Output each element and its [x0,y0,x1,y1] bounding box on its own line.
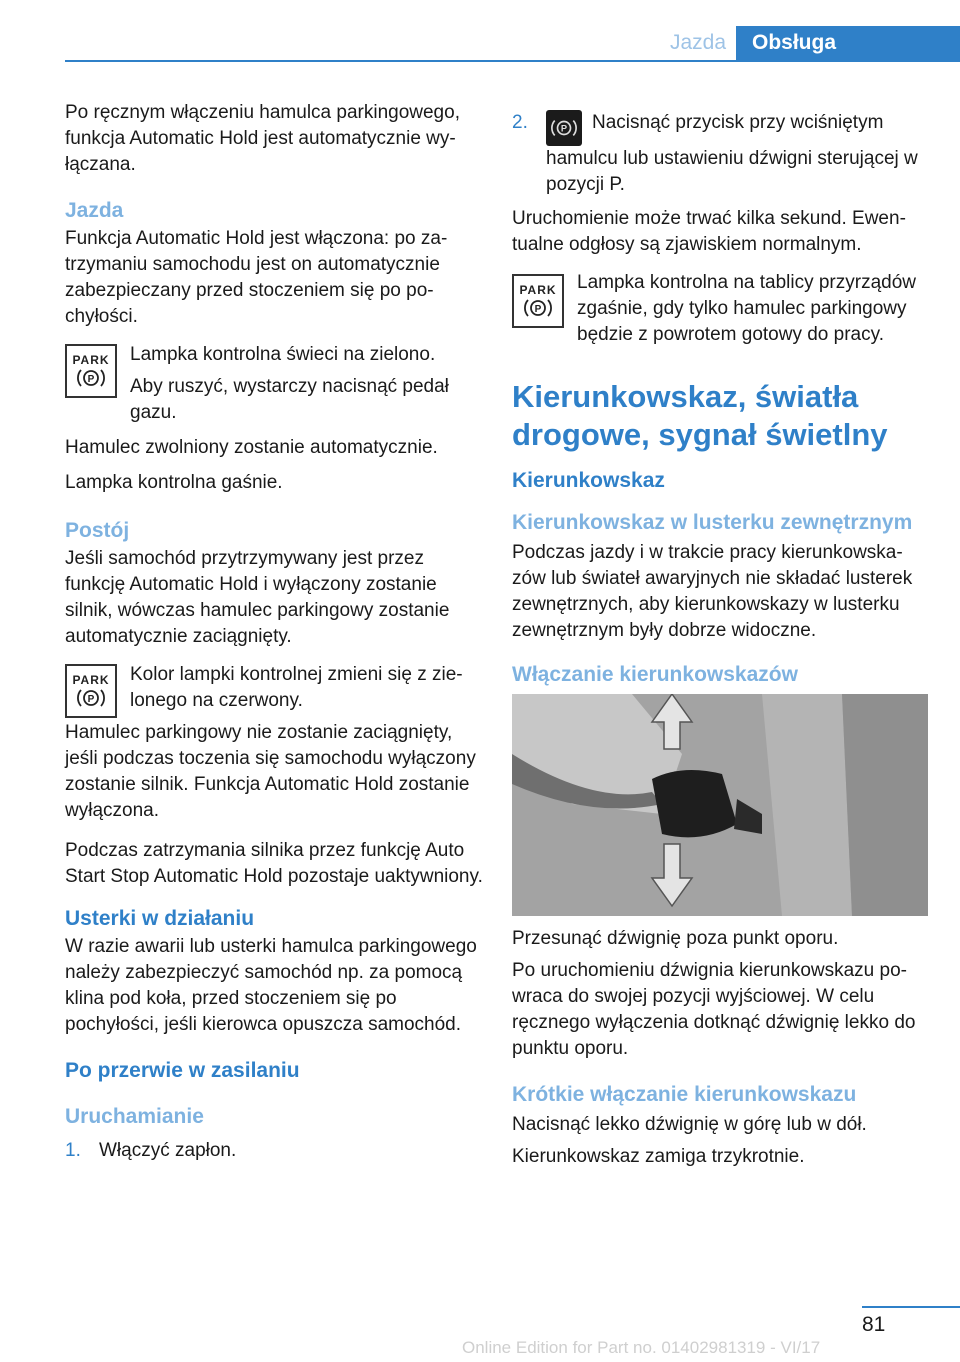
autostart-paragraph: Podczas zatrzymania silnika przez funkcję Auto Start Stop Automatic Hold pozostaje uaktywniony. [65,840,483,887]
krotkie-text-b: Kierunkowskaz zamiga trzykrotnie. [512,1146,805,1167]
step-number: 2. [512,112,528,133]
svg-text:P: P [87,373,95,385]
start-duration-text: Uruchomienie może trwać kilka sekund. Ewentualne odgłosy są zjawiskiem normalnym. [512,208,906,255]
step-text: P Nacisnąć przycisk przy wciśniętym hamulcu lub ustawieniu dźwigni sterującej w pozycji P. [546,112,918,195]
left-column [65,100,483,1164]
header-tab-jazda: Jazda [669,31,727,54]
icon1-text-a: Lampka kontrolna świeci na zielono. [130,344,436,365]
svg-text:P: P [87,693,95,705]
park-indicator-block-2 [65,662,483,720]
footer-rule [862,1306,960,1308]
park-brake-icon: PARK P [65,344,117,398]
header-tab-obsluga: Obsługa [736,26,960,62]
krotkie-text-a: Nacisnąć lekko dźwignię w górę lub w dół. [512,1114,867,1135]
jazda-paragraph: Funkcja Automatic Hold jest włączona: po zatrzymaniu samochodu jest on automatycznie zabezpieczany przed stoczeniem się po pochyłości. [65,228,448,327]
svg-text:P: P [560,123,568,134]
icon1-text-b: Aby ruszyć, wystarczy nacisnąć pedał gazu. [130,376,449,423]
park-indicator-block-1 [65,342,483,435]
right-column [512,110,928,1179]
heading-po-przerwie: Po przerwie w zasilaniu [65,1059,300,1082]
heading-jazda: Jazda [65,199,124,222]
park-brake-icon: PARK P [512,274,564,328]
lusterko-paragraph: Podczas jazdy i w trakcie pracy kierunkowskazów lub świateł awaryjnych nie składać lusterek zewnętrznych, aby kierunkowskazy w lusterku zewnętrznym były dobrze widoczne. [512,542,913,641]
section-title: Kierunkowskaz, światła drogowe, sygnał świetlny [512,379,888,452]
edition-footer: Online Edition for Part no. 01402981319 - VI/17 [462,1338,821,1357]
icon3-text: Lampka kontrolna na tablicy przyrządów zgaśnie, gdy tylko hamulec parkingowy będzie z powrotem gotowy do pracy. [577,272,917,345]
icon2-text-a: Kolor lampki kontrolnej zmieni się z zielonego na czerwony. [130,664,463,711]
postoj-paragraph: Jeśli samochód przytrzymywany jest przez funkcję Automatic Hold i wyłączony zostanie silnik, wówczas hamulec parkingowy zostanie automatycznie zaciągnięty. [65,548,450,647]
intro-paragraph: Po ręcznym włączeniu hamulca parkingowego, funkcja Automatic Hold jest automatycznie wyłączana. [65,102,460,175]
heading-krotkie: Krótkie włączanie kierunkowskazu [512,1083,857,1106]
heading-wlaczanie: Włączanie kierunkowskazów [512,663,798,686]
release-text: Hamulec zwolniony zostanie automatycznie. [65,437,438,458]
usterki-paragraph: W razie awarii lub usterki hamulca parkingowego należy zabezpieczyć samochód np. za pomocą klina pod koła, przed stoczeniem się po pochyłości, jeśli kierowca opuszcza samochód. [65,936,477,1035]
park-brake-icon: PARK P [65,664,117,718]
heading-postoj: Postój [65,519,130,542]
park-button-icon [546,110,582,146]
page-number: 81 [862,1313,886,1336]
lamp-off-text: Lampka kontrolna gaśnie. [65,472,283,493]
push-lever-text: Przesunąć dźwignię poza punkt oporu. [512,928,839,949]
icon2-text-b: Hamulec parkingowy nie zostanie zaciągnięty, jeśli podczas toczenia się samochodu wyłączony zostanie silnik. Funkcja Automatic Hold zostanie wyłączona. [65,722,476,821]
lever-return-text: Po uruchomieniu dźwignia kierunkowskazu powraca do swojej pozycji wyjściowej. W celu ręcznego wyłączenia dotknąć dźwignię lekko do punktu oporu. [512,960,916,1059]
list-item [65,1138,483,1164]
step-number: 1. [65,1140,81,1161]
list-item [512,110,928,198]
heading-uruchamianie: Uruchamianie [65,1105,204,1128]
park-indicator-block-3 [512,270,928,348]
step-text: Włączyć zapłon. [99,1140,237,1161]
heading-kierunkowskaz: Kierunkowskaz [512,469,665,492]
heading-usterki: Usterki w działaniu [65,907,255,930]
turn-signal-lever-photo [512,694,928,916]
svg-text:P: P [534,303,542,315]
heading-lusterko: Kierunkowskaz w lusterku zewnętrznym [512,511,913,534]
